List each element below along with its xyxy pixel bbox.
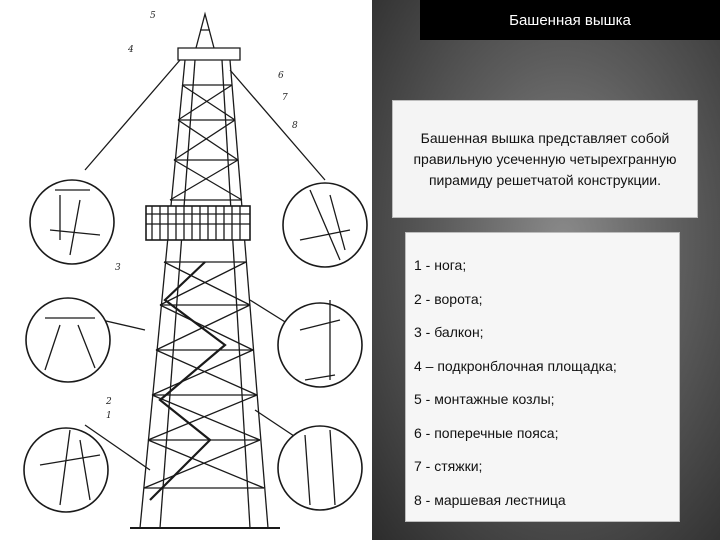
callout-5: 5 [150,11,156,21]
callout-7: 7 [282,93,288,103]
slide-title-text: Башенная вышка [509,11,631,29]
legend-item-5: 5 - монтажные козлы; [414,391,555,407]
stair-flights [150,262,225,500]
legend-box [405,232,680,522]
legend-item-1: 1 - нога; [414,257,467,273]
legend-item-4: 4 – подкронблочная площадка; [414,357,617,374]
legend-item-7: 7 - стяжки; [414,458,483,474]
callout-8: 8 [292,121,298,131]
callout-1: 1 [106,411,112,421]
description-text: Башенная вышка представляет собой правильную усеченную четырехгранную пирамиду решетчатой конструкции. [413,129,677,188]
callout-4: 4 [128,45,134,55]
legend-item-8: 8 - маршевая лестница [414,491,566,508]
callout-6: 6 [278,71,284,81]
left-leg-line [140,60,185,528]
legend-item-2: 2 - ворота; [414,290,483,307]
detail-circle-left-2 [26,298,110,382]
balcony-shape [146,206,250,240]
legend-item-3: 3 - балкон; [414,324,484,340]
detail-circle-left-3 [24,428,108,512]
callout-3: 3 [115,263,121,273]
callout-2: 2 [106,397,112,407]
detail-circle-left-1 [30,180,114,264]
detail-circle-right-2 [278,303,362,387]
legend-item-6: 6 - поперечные пояса; [414,424,559,441]
slide-title [420,0,720,40]
detail-circle-right-3 [278,426,362,510]
description-box [392,100,698,218]
